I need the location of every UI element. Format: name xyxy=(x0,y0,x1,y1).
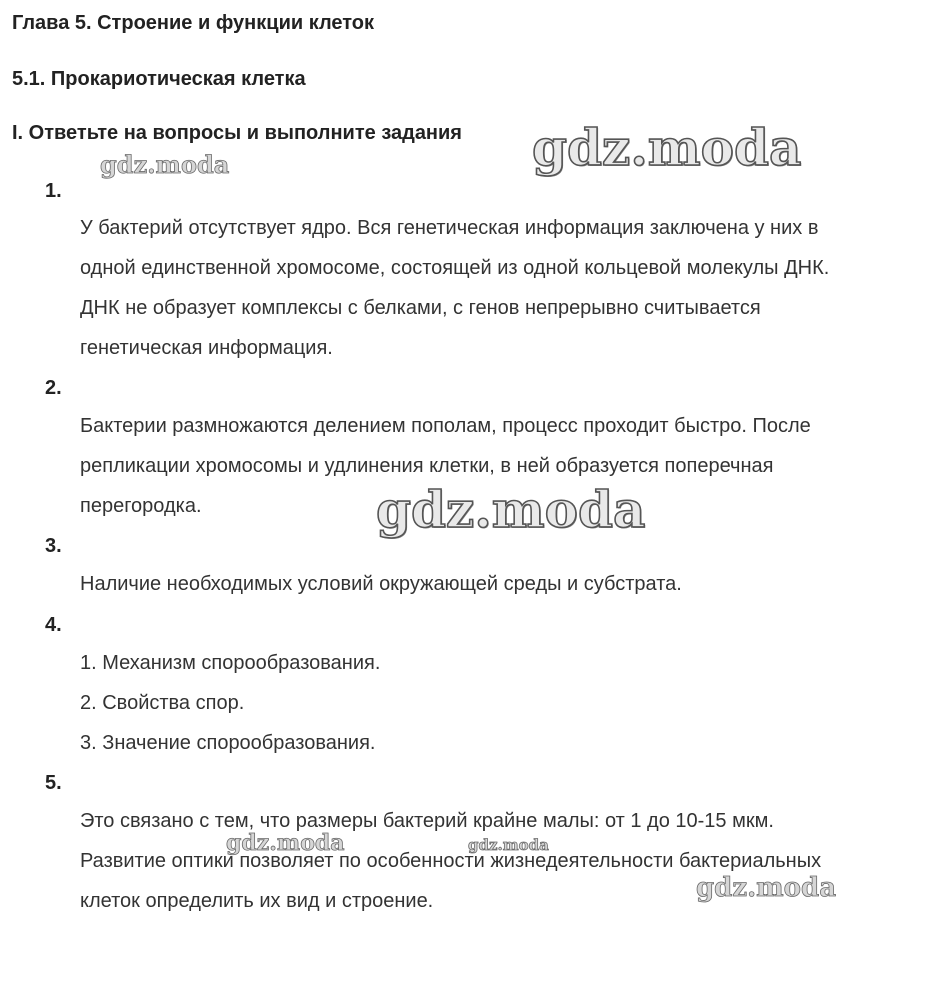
answer-line: генетическая информация. xyxy=(80,337,333,359)
answer-text xyxy=(80,208,940,368)
watermark: gdz.moda xyxy=(696,873,837,903)
question-number: 4. xyxy=(45,614,62,636)
answer-line: 1. Механизм спорообразования. xyxy=(80,652,381,674)
question-number: 5. xyxy=(45,772,62,794)
answer-line: 3. Значение спорообразования. xyxy=(80,732,376,754)
answer-line: Это связано с тем, что размеры бактерий крайне малы: от 1 до 10-15 мкм. xyxy=(80,810,774,832)
answer-text xyxy=(80,801,940,921)
answer-line: ДНК не образует комплексы с белками, с генов непрерывно считывается xyxy=(80,297,761,319)
section-title: 5.1. Прокариотическая клетка xyxy=(12,68,306,90)
answer-line: перегородка. xyxy=(80,495,202,517)
answer-text xyxy=(80,564,940,604)
answer-line: Развитие оптики позволяет по особенности жизнедеятельности бактериальных xyxy=(80,850,822,872)
answer-text xyxy=(80,643,940,763)
chapter-title: Глава 5. Строение и функции клеток xyxy=(12,12,375,34)
answer-line: Бактерии размножаются делением пополам, процесс проходит быстро. После xyxy=(80,415,811,437)
question-number: 3. xyxy=(45,535,62,557)
watermark: gdz.moda xyxy=(468,836,549,854)
answer-line: У бактерий отсутствует ядро. Вся генетическая информация заключена у них в xyxy=(80,217,819,239)
watermark: gdz.moda xyxy=(376,480,646,539)
answer-line: Наличие необходимых условий окружающей среды и субстрата. xyxy=(80,573,682,595)
answer-line: одной единственной хромосоме, состоящей из одной кольцевой молекулы ДНК. xyxy=(80,257,830,279)
question-number: 2. xyxy=(45,377,62,399)
answer-line: репликации хромосомы и удлинения клетки, в ней образуется поперечная xyxy=(80,455,774,477)
watermark: gdz.moda xyxy=(100,150,230,179)
subsection-title: I. Ответьте на вопросы и выполните задания xyxy=(12,122,462,144)
watermark: gdz.moda xyxy=(226,830,345,856)
answer-line: клеток определить их вид и строение. xyxy=(80,890,434,912)
answer-line: 2. Свойства спор. xyxy=(80,692,245,714)
watermark: gdz.moda xyxy=(532,118,802,177)
question-number: 1. xyxy=(45,180,62,202)
